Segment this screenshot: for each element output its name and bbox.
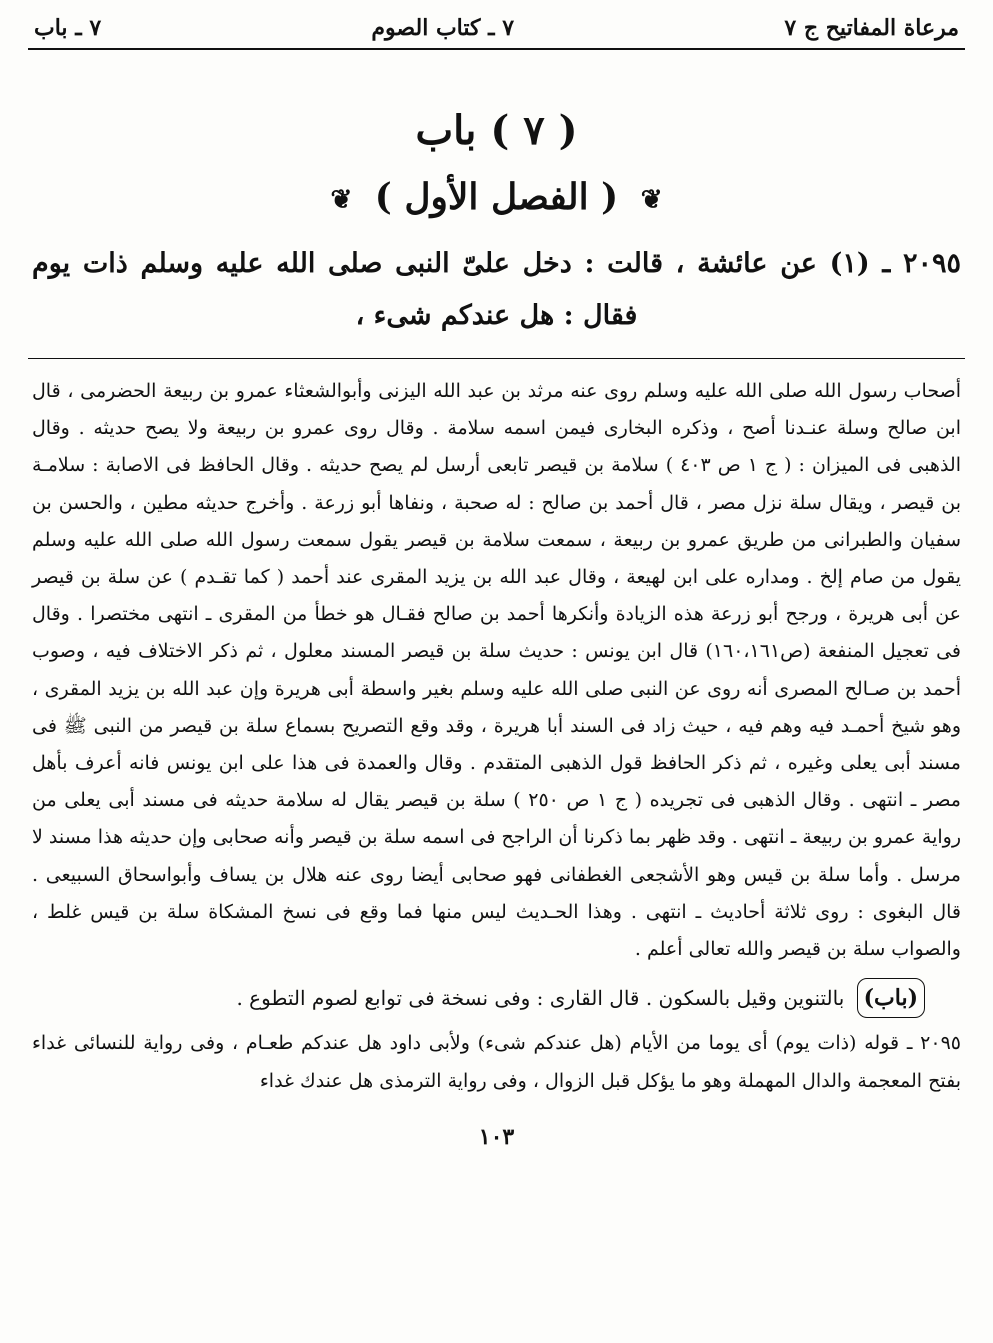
header-divider [28, 48, 965, 50]
header-section: ٧ ـ باب [34, 15, 102, 41]
page [28, 10, 965, 1330]
explanation-text: ٢٠٩٥ ـ قوله (ذات يوم) أى يوما من الأيام (هل عندكم شىء) ولأبى داود هل عندكم طعـام ، وفى رواية للنسائى غداء بفتح المعجمة والدال المهملة وهو ما يؤكل قبل الزوال ، وفى رواية الترمذى هل عندك غداء [32, 1032, 961, 1093]
section-title-row [28, 172, 965, 222]
header-book-title: مرعاة المفاتيح ج ٧ [784, 15, 959, 41]
bab-note-text: بالتنوين وقيل بالسكون . قال القارى : وفى نسخة فى توابع لصوم التطوع . [236, 986, 845, 1011]
chapter-title: ( ٧ ) باب [415, 107, 578, 154]
commentary-text: أصحاب رسول الله صلى الله عليه وسلم روى عنه مرثد بن عبد الله اليزنى وأبوالشعثاء عمرو بن ربيعة الحضرمى ، قال ابن صالح وسلة عنـدنا أصح ، وذكره البخارى فيمن اسمه سلامة . وقال روى عمرو بن ربيعة ولا يصح حديثه . وقال الذهبى فى الميزان : ( ج ١ ص ٤٠٣ ) سلامة بن قيصر تابعى أرسل لم يصح حديثه . وقال الحافظ فى الاصابة : سلامـة بن قيصر ، ويقال سلة نزل مصر ، قال أحمد بن صالح : له صحبة ، ونفاها أبو زرعة . وأخرج حديثه مطين ، والحسن بن سفيان والطبرانى من طريق عمرو بن ربيعة ، سمعت سلامة بن قيصر يقول سمعت رسول الله صلى الله عليه وسلم يقول من صام إلخ . ومداره على ابن لهيعة ، وقال عبد الله بن يزيد المقرى عند أحمد ( كما تقـدم ) عن سلة بن قيصر عن أبى هريرة ، ورجح أبو زرعة هذه الزيادة وأنكرها أحمد بن صالح فقـال هو خطأ من المقرى ـ انتهى مختصرا . وقال فى تعجيل المنفعة (ص١٦٠،١٦١) قال ابن يونس : حديث سلة بن قيصر المسند معلول ، ثم ذكر الاختلاف فيه ، وصوب أحمد بن صـالح المصرى أنه روى عن النبى صلى الله عليه وسلم بغير واسطة أبى هريرة وإن عبد الله بن يزيد المقرى ، وهو شيخ أحمـد فيه وهم فيه ، حيث زاد فى السند أبا هريرة ، وقد وقع التصريح بسماع سلة بن قيصر من النبى ﷺ فى مسند أبى يعلى وغيره ، ثم ذكر الحافظ قول الذهبى المتقدم . وقال والعمدة فى هذا على ابن يونس فانه أعرف بأهل مصر ـ انتهى . وقال الذهبى فى تجريده ( ج ١ ص ٢٥٠ ) سلة بن قيصر يقال له سلامة حديثه فى مسند أبى يعلى من رواية عمرو بن ربيعة ـ انتهى . وقد ظهر بما ذكرنا أن الراجح فى اسمه سلة بن قيصر وأنه صحابى وإن حديثه هذا مسند لا مرسل . وأما سلة بن قيس وهو الأشجعى الغطفانى فهو صحابى أيضا روى عنه هلال بن يساف وأبواسحاق السبيعى . قال البغوى : روى ثلاثة أحاديث ـ انتهى . وهذا الحـديث ليس منها فما وقع فى نسخ المشكاة سلة بن قيس غلط ، والصواب سلة بن قيصر والله تعالى أعلم . [32, 380, 961, 961]
bab-note [28, 978, 965, 1018]
ornament-right-icon: ❦ [640, 185, 663, 215]
page-number: ١٠٣ [478, 1124, 515, 1151]
bab-label: (باب) [857, 978, 925, 1018]
section-title: ( الفصل الأول ) [374, 176, 619, 218]
hadith-text: ٢٠٩٥ ـ (١) عن عائشة ، قالت : دخل علىّ النبى صلى الله عليه وسلم ذات يوم فقال : هل عندكم شىء ، [32, 248, 961, 331]
ornament-left-icon: ❦ [330, 185, 353, 215]
header-chapter: ٧ ـ كتاب الصوم [371, 15, 515, 41]
text-divider [28, 358, 965, 359]
running-head [28, 10, 965, 46]
